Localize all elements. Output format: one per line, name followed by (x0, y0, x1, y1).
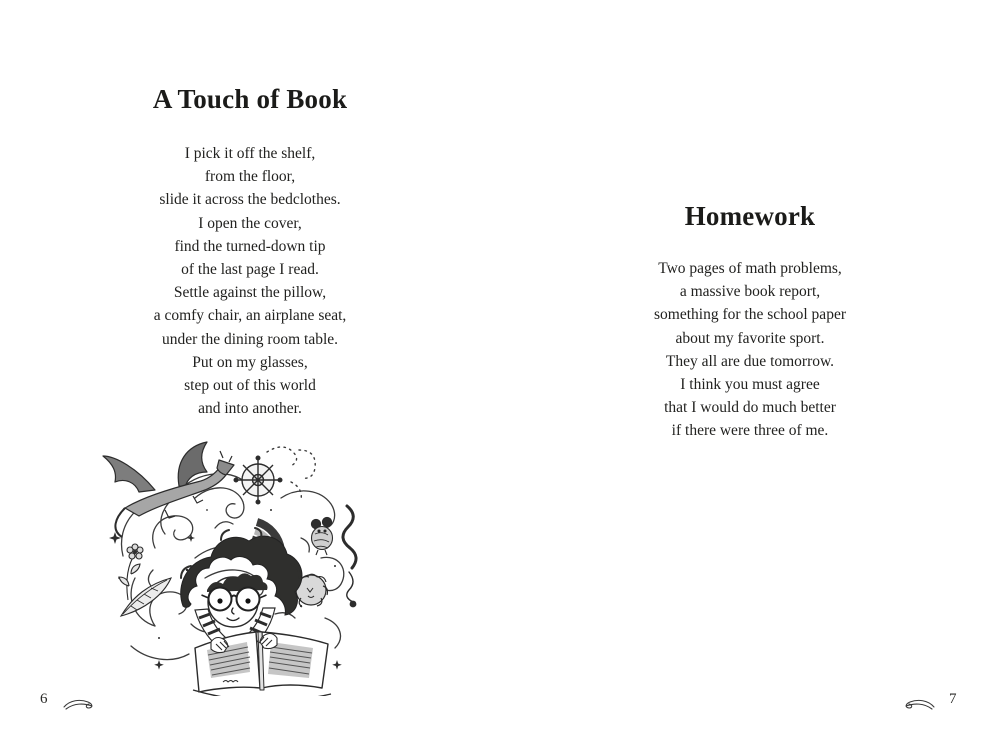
poem-line: I think you must agree (680, 376, 820, 394)
poem-line: about my favorite sport. (675, 329, 825, 347)
poem-line: something for the school paper (654, 306, 846, 324)
poem-line: under the dining room table. (161, 330, 339, 348)
flourish-ornament-right-icon (900, 697, 936, 711)
poem-line: of the last page I read. (181, 261, 319, 279)
flourish-ornament-left-icon (62, 697, 98, 711)
poem-line: Put on my glasses, (192, 353, 308, 371)
compass-wheel-icon (234, 456, 282, 504)
poem-line: Settle against the pillow, (173, 284, 327, 302)
poem-line: a massive book report, (679, 283, 821, 301)
dragon-icon (103, 442, 234, 537)
poem-line: a comfy chair, an airplane seat, (153, 307, 347, 325)
poem-title-left: A Touch of Book (152, 84, 348, 114)
poem-line: step out of this world (184, 377, 316, 395)
mouse-icon (311, 517, 332, 555)
poem-line: that I would do much better (664, 399, 836, 417)
dotted-flight-trail (267, 447, 315, 500)
poem-line: and into another. (198, 400, 302, 418)
poem-line: I pick it off the shelf, (184, 145, 316, 162)
open-book (193, 632, 331, 696)
poem-line: They all are due tomorrow. (665, 352, 835, 370)
poem-line: I open the cover, (198, 214, 302, 232)
page-number-right: 7 (949, 691, 957, 707)
poem-line: if there were three of me. (671, 422, 829, 440)
reading-girl-illustration (95, 438, 365, 696)
page-number-left: 6 (40, 691, 48, 707)
poem-line: slide it across the bedclothes. (159, 191, 341, 209)
poem-right (500, 257, 1000, 443)
poem-line: Two pages of math problems, (658, 260, 842, 277)
poem-left (0, 142, 500, 420)
poem-line: from the floor, (204, 168, 296, 186)
snake-squiggle-icon (343, 506, 356, 607)
poem-title-right: Homework (684, 201, 816, 231)
poem-line: find the turned-down tip (174, 237, 326, 255)
